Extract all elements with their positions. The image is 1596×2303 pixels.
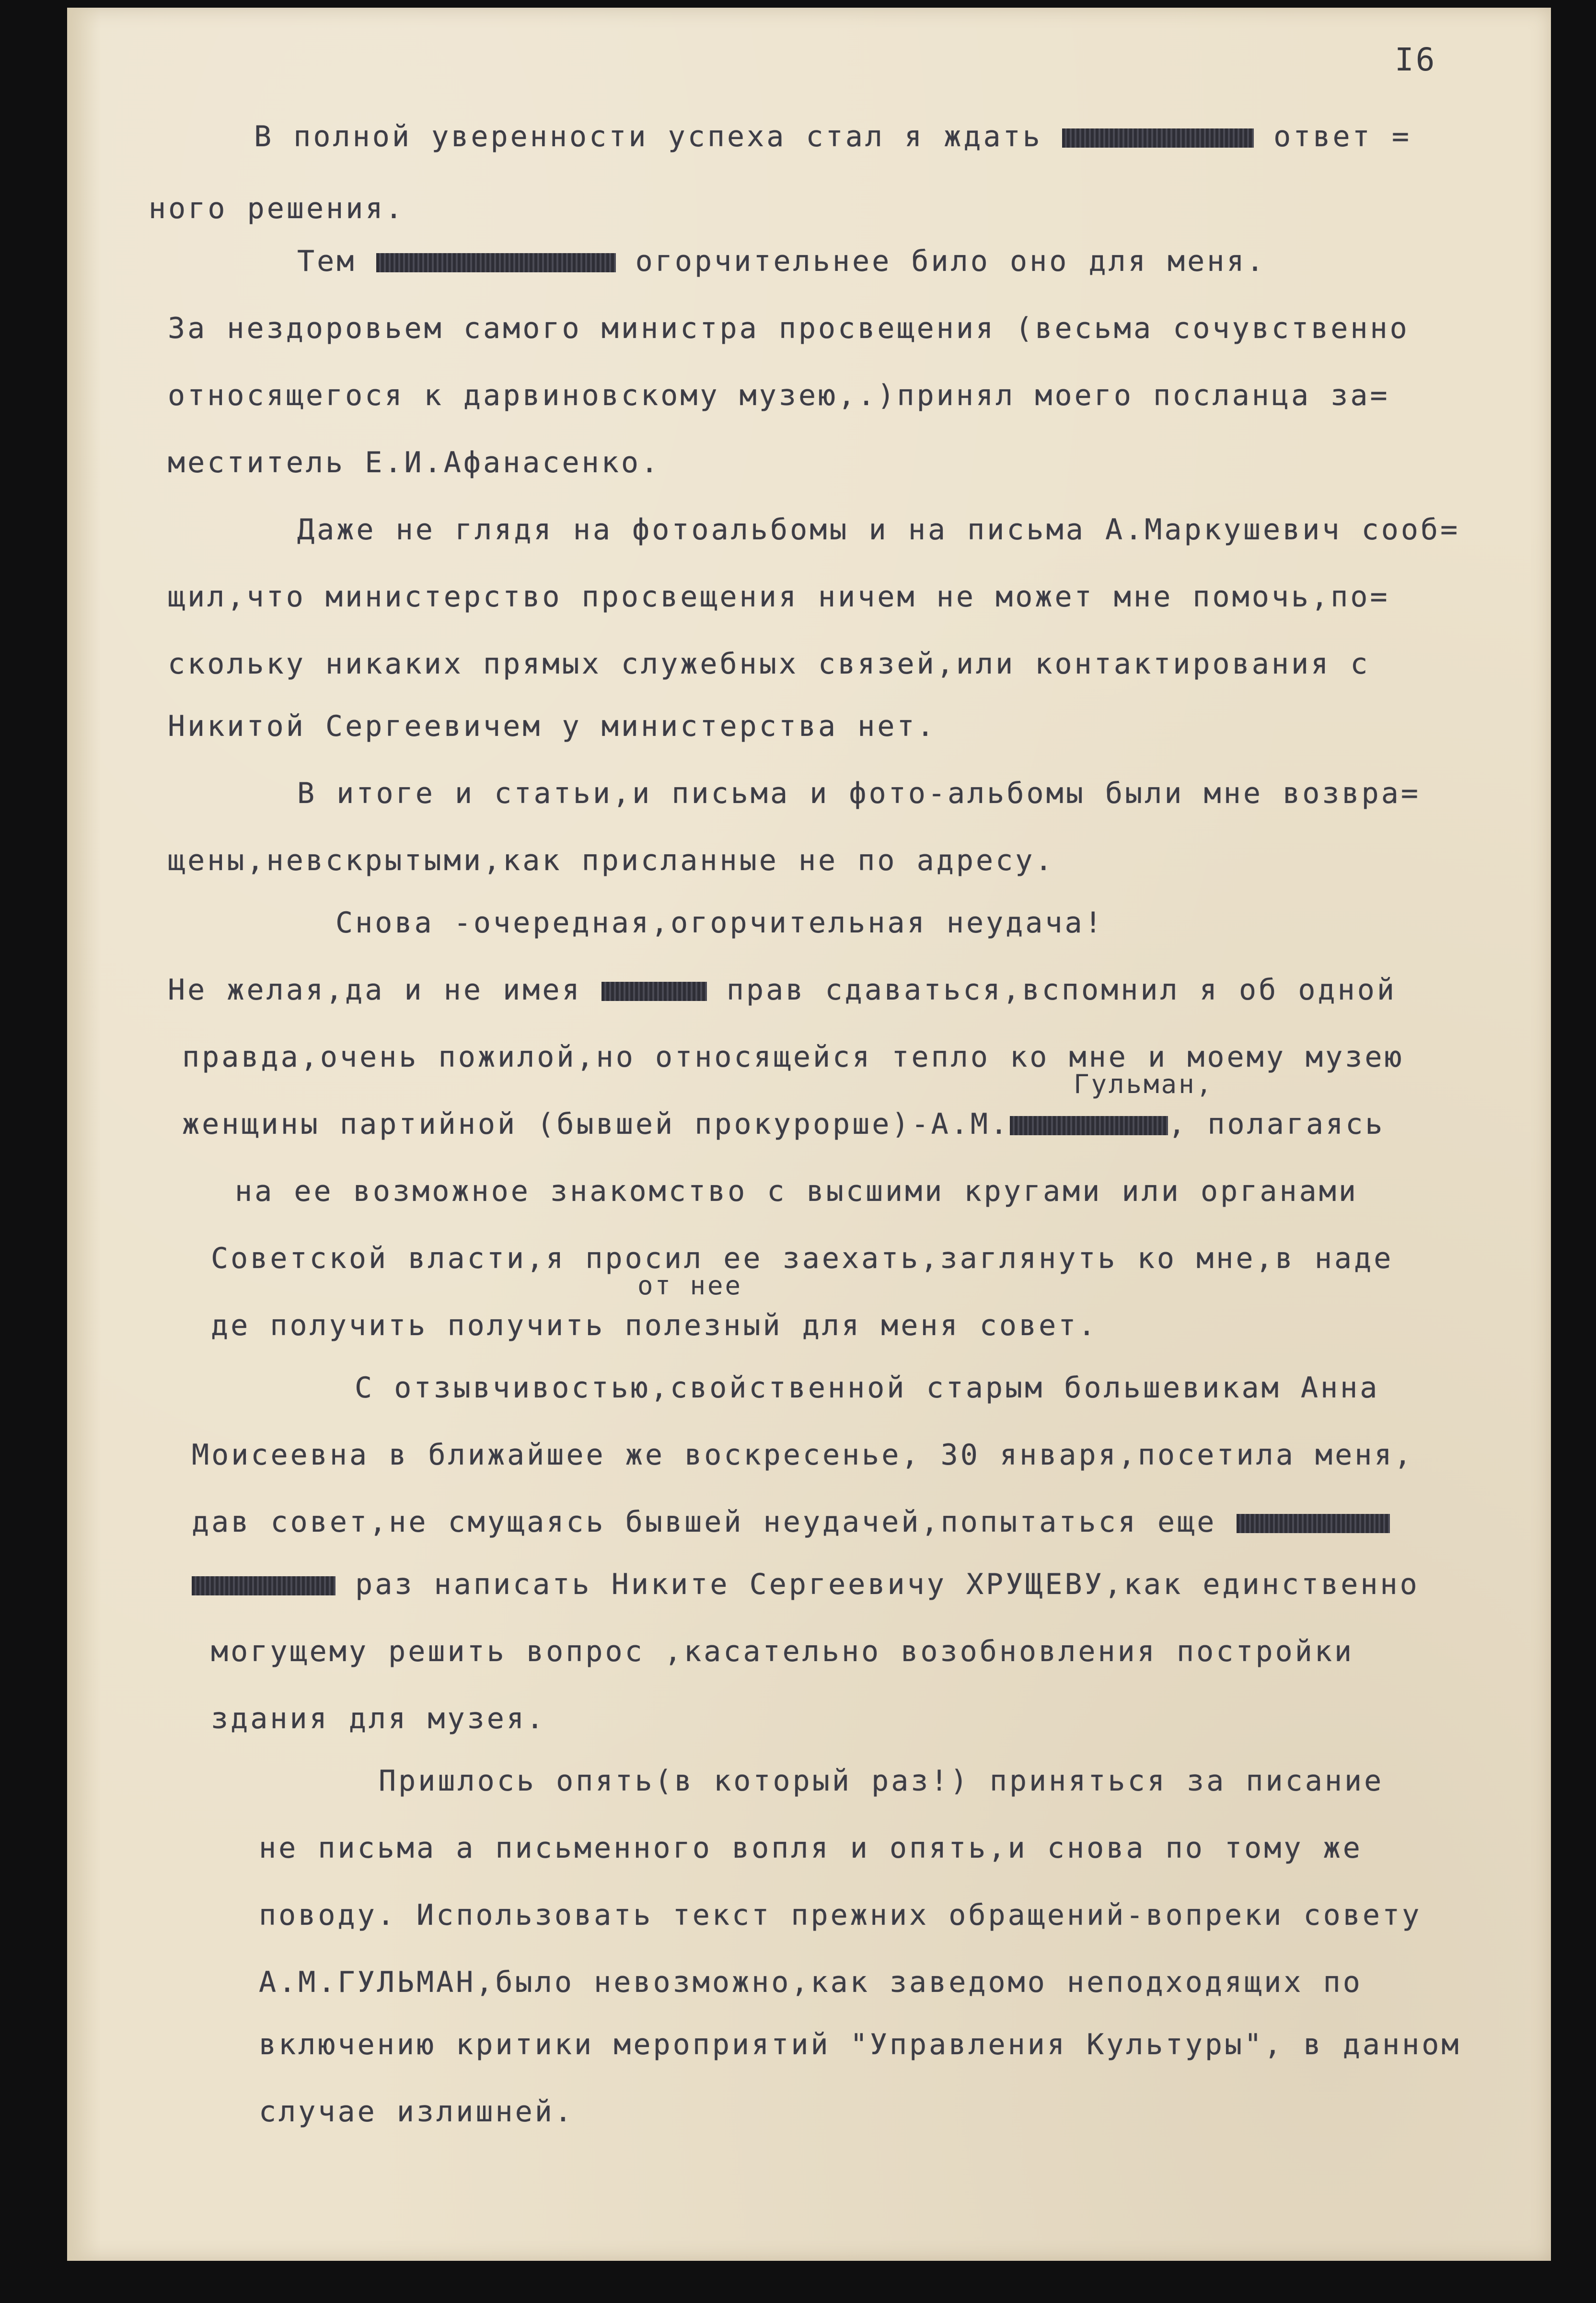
text-line-5: относящегося к дарвиновскому музею,.)принял моего посланца за=: [168, 379, 1390, 412]
struck-out-word: [1237, 1514, 1390, 1533]
text-line-11: В итоге и статьи,и письма и фото-альбомы были мне возвра=: [297, 777, 1421, 810]
text-line-15: правда,очень пожилой,но относящейся тепло ко мне и моему музею: [182, 1040, 1404, 1074]
text-line-27: не письма а письменного вопля и опять,и снова по тому же: [259, 1831, 1363, 1865]
text-line-26: Пришлось опять(в который раз!) приняться за писание: [379, 1764, 1384, 1798]
text-line-18: Советской власти,я просил ее заехать,заглянуть ко мне,в наде: [211, 1242, 1394, 1275]
text-line-29: А.М.ГУЛЬМАН,было невозможно,как заведомо неподходящих по: [259, 1966, 1363, 1999]
text-line-6: меститель Е.И.Афанасенко.: [168, 446, 661, 479]
text-line-25: здания для музея.: [211, 1702, 546, 1735]
line-1-tail: ответ =: [1254, 120, 1412, 153]
struck-out-word: [601, 982, 707, 1001]
text-line-16: женщины партийной (бывшей прокурорше)-А.М. , полагаясь: [182, 1107, 1385, 1141]
text-line-7: Даже не глядя на фотоальбомы и на письма А.Маркушевич сооб=: [297, 513, 1460, 547]
struck-out-word: [376, 253, 616, 272]
handwritten-insertion-ot-nee: от нее: [637, 1270, 743, 1301]
text-line-30: включению критики мероприятий "Управления Культуры", в данном: [259, 2028, 1461, 2061]
struck-out-word: [1010, 1116, 1168, 1135]
text-line-21: Моисеевна в ближайшее же воскресенье, 30 января,посетила меня,: [192, 1438, 1414, 1472]
text-line-1: [254, 120, 1411, 153]
text-line-9: скольку никаких прямых служебных связей,или контактирования с: [168, 647, 1370, 681]
text-line-17: на ее возможное знакомство с высшими кругами или органами: [235, 1175, 1359, 1208]
text-line-20: С отзывчивостью,свойственной старым большевикам Анна: [355, 1371, 1380, 1405]
text-line-12: щены,невскрытыми,как присланные не по адресу.: [168, 844, 1055, 877]
text-line-10: Никитой Сергеевичем у министерства нет.: [168, 710, 937, 743]
text-line-31: случае излишней.: [259, 2095, 574, 2129]
struck-out-word: [1062, 128, 1254, 148]
text-line-22: дав совет,не смущаясь бывшей неудачей,попытаться еще: [192, 1505, 1390, 1539]
page-number: I6: [1395, 41, 1437, 78]
page-fold-shadow: [67, 8, 101, 2261]
text-line-14: Не желая,да и не имея прав сдаваться,вспомнил я об одной: [168, 973, 1397, 1007]
text-line-2: ного решения.: [149, 192, 405, 225]
text-line-19: де получить получить полезный для меня совет.: [211, 1309, 1098, 1342]
text-line-23: раз написать Никите Сергеевичу ХРУЩЕВУ,как единственно: [192, 1568, 1420, 1601]
text-line-13: Снова -очередная,огорчительная неудача!: [335, 906, 1104, 940]
text-line-8: щил,что министерство просвещения ничем не может мне помочь,по=: [168, 580, 1390, 614]
text-line-3: Тем огорчительнее било оно для меня.: [297, 244, 1266, 278]
text-line-4: За нездоровьем самого министра просвещения (весьма сочувственно: [168, 312, 1410, 345]
handwritten-insertion-gulman: Гульман,: [1074, 1069, 1214, 1099]
text-line-24: могущему решить вопрос ,касательно возобновления постройки: [211, 1635, 1354, 1668]
line-1-part: В полной уверенности успеха стал я ждать: [254, 120, 1063, 153]
struck-out-word: [192, 1576, 335, 1595]
text-line-28: поводу. Использовать текст прежних обращений-вопреки совету: [259, 1898, 1422, 1932]
